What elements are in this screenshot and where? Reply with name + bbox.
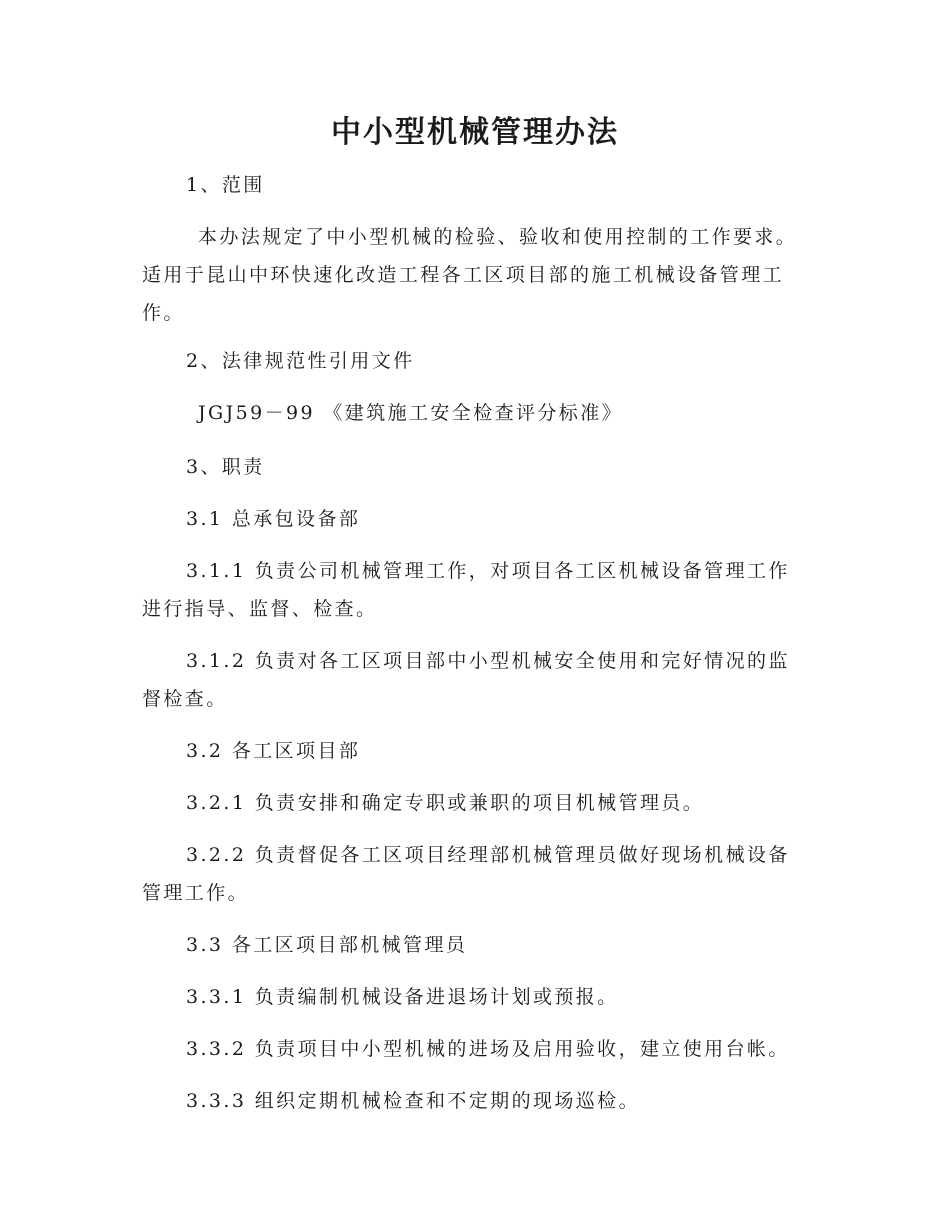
- section-3-1-1: 3.1.1 负责公司机械管理工作，对项目各工区机械设备管理工作进行指导、监督、检查。: [142, 560, 790, 620]
- section-3-3-heading: 3.3 各工区项目部机械管理员: [186, 934, 468, 956]
- section-3-1-heading: 3.1 总承包设备部: [186, 508, 361, 530]
- section-3-1-2: 3.1.2 负责对各工区项目部中小型机械安全使用和完好情况的监督检查。: [142, 650, 790, 710]
- section-2-heading: 2、法律规范性引用文件: [186, 350, 415, 372]
- section-1-body: 本办法规定了中小型机械的检验、验收和使用控制的工作要求。适用于昆山中环快速化改造工程各工区项目部的施工机械设备管理工作。: [142, 226, 798, 324]
- section-3-heading: 3、职责: [186, 456, 265, 478]
- document-title: 中小型机械管理办法: [331, 115, 619, 150]
- section-3-3-3: 3.3.3 组织定期机械检查和不定期的现场巡检。: [186, 1090, 640, 1112]
- section-3-2-2: 3.2.2 负责督促各工区项目经理部机械管理员做好现场机械设备管理工作。: [142, 844, 790, 904]
- section-3-3-2: 3.3.2 负责项目中小型机械的进场及启用验收，建立使用台帐。: [186, 1038, 790, 1060]
- section-3-2-1: 3.2.1 负责安排和确定专职或兼职的项目机械管理员。: [186, 792, 705, 814]
- section-3-2-heading: 3.2 各工区项目部: [186, 740, 361, 762]
- section-2-reference: JGJ59－99 《建筑施工安全检查评分标准》: [198, 402, 624, 424]
- section-3-3-1: 3.3.1 负责编制机械设备进退场计划或预报。: [186, 986, 619, 1008]
- section-1-heading: 1、范围: [186, 174, 265, 196]
